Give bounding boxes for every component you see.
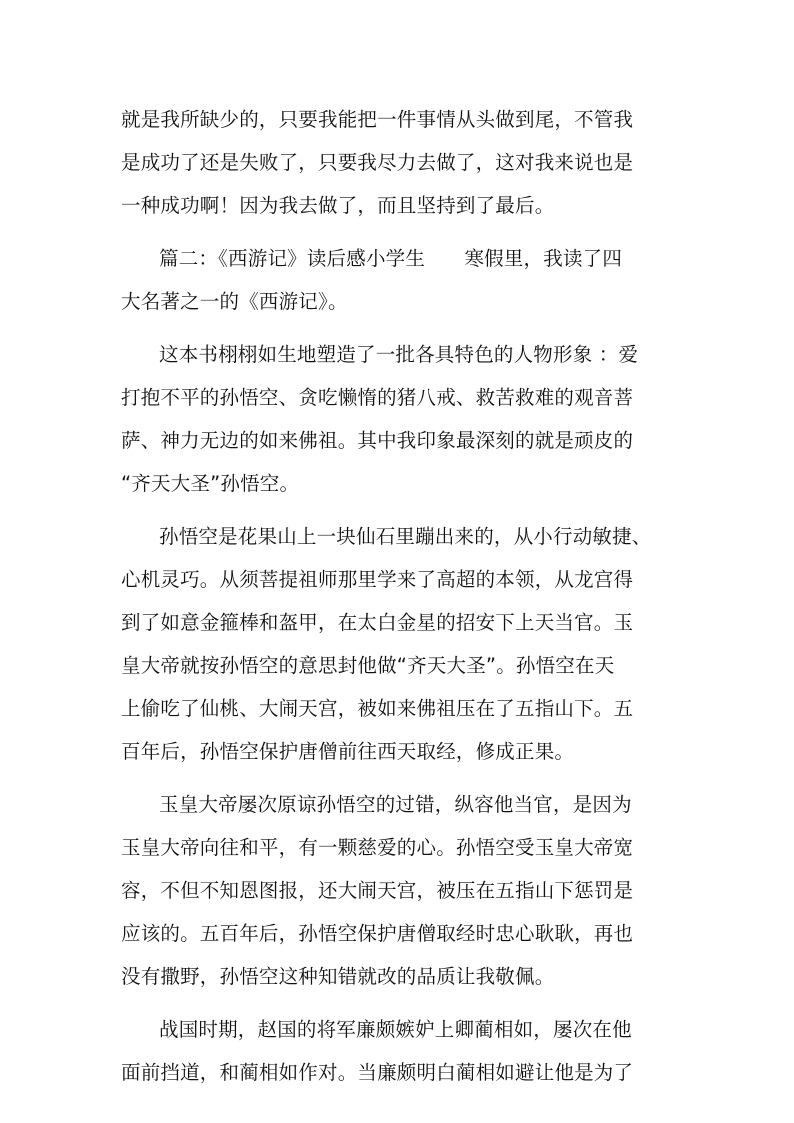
- text-line: 上偷吃了仙桃、大闹天宫，被如来佛祖压在了五指山下。五: [121, 697, 634, 720]
- text-line: 皇大帝就按孙悟空的意思封他做“齐天大圣”。孙悟空在天: [121, 654, 615, 677]
- text-line: 百年后，孙悟空保护唐僧前往西天取经，修成正果。: [121, 740, 575, 763]
- text-line: 打抱不平的孙悟空、贪吃懒惰的猪八戒、救苦救难的观音菩: [121, 386, 634, 409]
- text-line: 这本书栩栩如生地塑造了一批各具特色的人物形象 ：爱: [159, 343, 639, 366]
- text-line: 是成功了还是失败了，只要我尽力去做了，这对我来说也是: [121, 151, 634, 174]
- text-line: 面前挡道，和蔺相如作对。当廉颇明白蔺相如避让他是为了: [121, 1061, 634, 1084]
- text-line: 就是我所缺少的，只要我能把一件事情从头做到尾，不管我: [121, 108, 634, 131]
- text-line: 孙悟空是花果山上一块仙石里蹦出来的，从小行动敏捷、: [159, 525, 652, 548]
- text-line: 玉皇大帝屡次原谅孙悟空的过错，纵容他当官，是因为: [159, 793, 632, 816]
- text-line: 玉皇大帝向往和平，有一颗慈爱的心。孙悟空受玉皇大帝宽: [121, 836, 634, 859]
- text-line: 战国时期，赵国的将军廉颇嫉妒上卿蔺相如，屡次在他: [159, 1018, 632, 1041]
- text-line: 萨、神力无边的如来佛祖。其中我印象最深刻的就是顽皮的: [121, 429, 634, 452]
- text-line: “齐天大圣”孙悟空。: [121, 472, 300, 495]
- text-line: 应该的。五百年后，孙悟空保护唐僧取经时忠心耿耿，再也: [121, 922, 634, 945]
- text-line: 到了如意金箍棒和盔甲，在太白金星的招安下上天当官。玉: [121, 611, 634, 634]
- essay-body: [121, 98, 677, 1094]
- text-line: 心机灵巧。从须菩提祖师那里学来了高超的本领，从龙宫得: [121, 568, 634, 591]
- text-line: 一种成功啊！因为我去做了，而且坚持到了最后。: [121, 194, 555, 217]
- text-line: 容，不但不知恩图报，还大闹天宫，被压在五指山下惩罚是: [121, 879, 634, 902]
- text-line: 没有撒野，孙悟空这种知错就改的品质让我敬佩。: [121, 965, 555, 988]
- text-line: 大名著之一的《西游记》。: [121, 290, 348, 313]
- section-heading-line: 篇二：《西游记》读后感小学生 寒假里，我读了四: [159, 247, 623, 270]
